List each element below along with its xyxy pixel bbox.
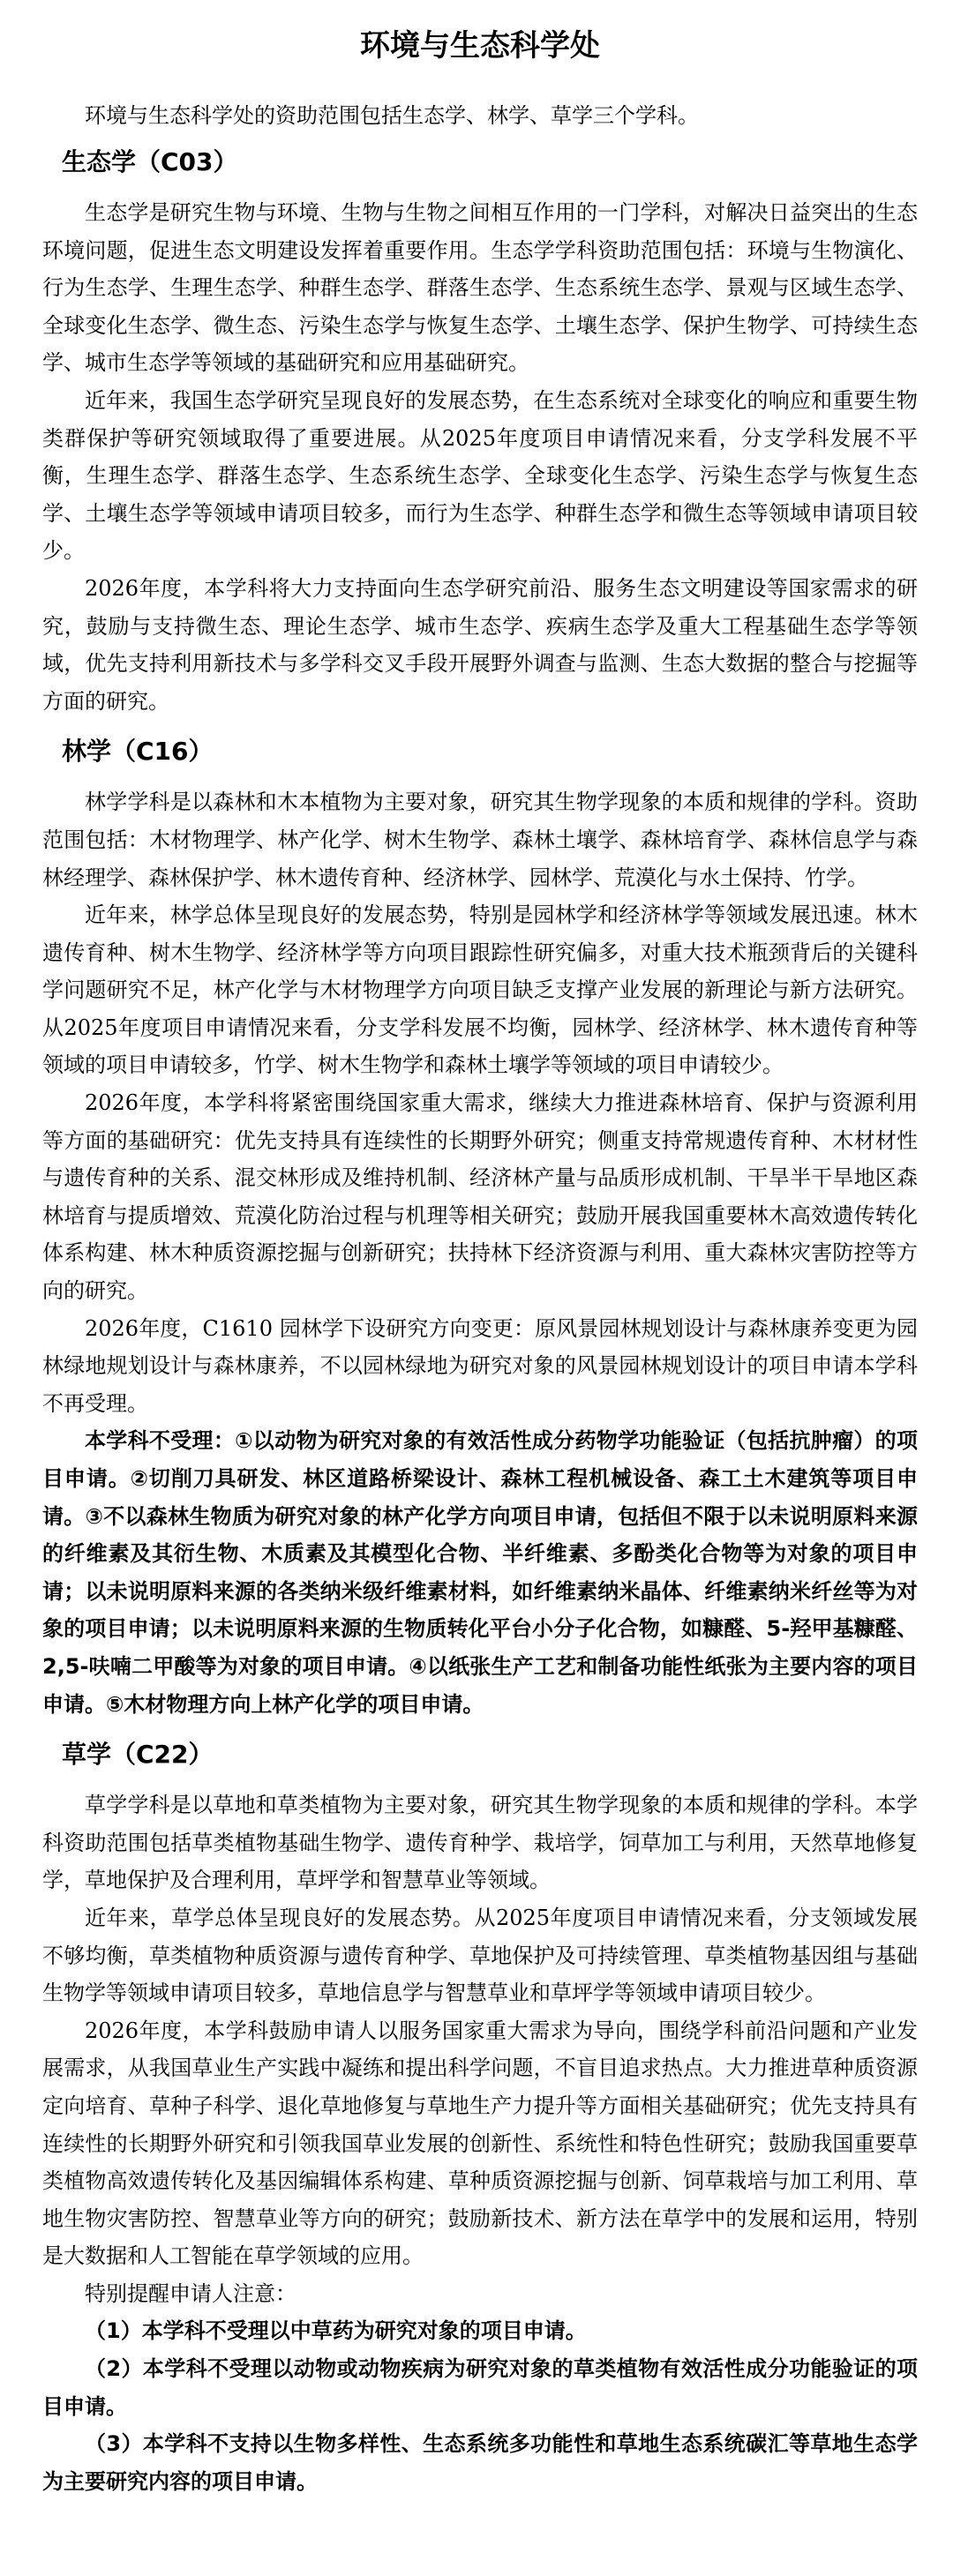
sections-container (42, 143, 918, 2500)
discipline-section (42, 732, 918, 1723)
body-paragraph: 近年来，林学总体呈现良好的发展态势，特别是园林学和经济林学等领域发展迅速。林木遗传育种、树木生物学、经济林学等方向项目跟踪性研究偏多，对重大技术瓶颈背后的关键科学问题研究不足，林产化学与木材物理学方向项目缺乏支撑产业发展的新理论与新方法研究。从2025年度项目申请情况来看，分支学科发展不均衡，园林学、经济林学、林木遗传育种等领域的项目申请较多，竹学、树木生物学和森林土壤学等领域的项目申请较少。 (42, 902, 918, 1078)
section-heading: 草学（C22） (62, 1740, 214, 1770)
body-paragraph: 2026年度，本学科鼓励申请人以服务国家重大需求为导向，围绕学科前沿问题和产业发展需求，从我国草业生产实践中凝练和提出科学问题，不盲目追求热点。大力推进草种质资源定向培育、草种子科学、退化草地修复与草地生产力提升等方面相关基础研究；优先支持具有连续性的长期野外研究和引领我国草业发展的创新性、系统性和特色性研究；鼓励我国重要草类植物高效遗传转化及基因编辑体系构建、草种质资源挖掘与创新、饲草栽培与加工利用、草地生物灾害防控、智慧草业等方向的研究；鼓励新技术、新方法在草学中的发展和运用，特别是大数据和人工智能在草学领域的应用。 (42, 2018, 918, 2269)
emphasis-paragraph: （1）本学科不受理以中草药为研究对象的项目申请。 (85, 2318, 587, 2344)
body-paragraph: 2026年度，本学科将紧密围绕国家重大需求，继续大力推进森林培育、保护与资源利用等方面的基础研究：优先支持具有连续性的长期野外研究；侧重支持常规遗传育种、木材材性与遗传育种的关系、混交林形成及维持机制、经济林产量与品质形成机制、干旱半干旱地区森林培育与提质增效、荒漠化防治过程与机理等相关研究；鼓励开展我国重要林木高效遗传转化体系构建、林木种质资源挖掘与创新研究；扶持林下经济资源与利用、重大森林灾害防控等方向的研究。 (42, 1090, 918, 1304)
page-title: 环境与生态科学处 (360, 28, 600, 64)
body-paragraph: 2026年度，C1610 园林学下设研究方向变更：原风景园林规划设计与森林康养变更为园林绿地规划设计与森林康养，不以园林绿地为研究对象的风景园林规划设计的项目申请本学科不再受理。 (42, 1315, 918, 1416)
body-paragraph: 林学学科是以森林和木本植物为主要对象，研究其生物学现象的本质和规律的学科。资助范围包括：木材物理学、林产化学、树木生物学、森林土壤学、森林培育学、森林信息学与森林经理学、森林保护学、林木遗传育种、经济林学、园林学、荒漠化与水土保持、竹学。 (42, 790, 918, 890)
section-heading: 生态学（C03） (62, 147, 238, 176)
emphasis-paragraph: 本学科不受理：①以动物为研究对象的有效活性成分药物学功能验证（包括抗肿瘤）的项目申请。②切削刀具研发、林区道路桥梁设计、森林工程机械设备、森工土木建筑等项目申请。③不以森林生物质为研究对象的林产化学方向项目申请，包括但不限于以未说明原料来源的纤维素及其衍生物、木质素及其模型化合物、半纤维素、多酚类化合物等为对象的项目申请；以未说明原料来源的各类纳米级纤维素材料，如纤维素纳米晶体、纤维素纳米纤丝等为对象的项目申请；以未说明原料来源的生物质转化平台小分子化合物，如糠醛、5-羟甲基糠醛、2,5-呋喃二甲酸等为对象的项目申请。④以纸张生产工艺和制备功能性纸张为主要内容的项目申请。⑤木材物理方向上林产化学的项目申请。 (42, 1428, 918, 1717)
body-paragraph: 特别提醒申请人注意： (85, 2280, 296, 2306)
emphasis-paragraph: （2）本学科不受理以动物或动物疾病为研究对象的草类植物有效活性成分功能验证的项目申请。 (42, 2356, 918, 2419)
body-paragraph: 草学学科是以草地和草类植物为主要对象，研究其生物学现象的本质和规律的学科。本学科资助范围包括草类植物基础生物学、遗传育种学、栽培学，饲草加工与利用，天然草地修复学，草地保护及合理利用，草坪学和智慧草业等领域。 (42, 1793, 918, 1893)
emphasis-paragraph: （3）本学科不支持以生物多样性、生态系统多功能性和草地生态系统碳汇等草地生态学为主要研究内容的项目申请。 (42, 2431, 918, 2494)
section-heading: 林学（C16） (62, 737, 214, 767)
discipline-section (42, 143, 918, 720)
body-paragraph: 生态学是研究生物与环境、生物与生物之间相互作用的一门学科，对解决日益突出的生态环境问题，促进生态文明建设发挥着重要作用。生态学学科资助范围包括：环境与生物演化、行为生态学、生理生态学、种群生态学、群落生态学、生态系统生态学、景观与区域生态学、全球变化生态学、微生态、污染生态学与恢复生态学、土壤生态学、保护生物学、可持续生态学、城市生态学等领域的基础研究和应用基础研究。 (42, 200, 918, 376)
discipline-section (42, 1735, 918, 2500)
body-paragraph: 近年来，草学总体呈现良好的发展态势。从2025年度项目申请情况来看，分支领域发展不够均衡，草类植物种质资源与遗传育种学、草地保护及可持续管理、草类植物基因组与基础生物学等领域申请项目较多，草地信息学与智慧草业和草坪学等领域申请项目较少。 (42, 1905, 918, 2006)
body-paragraph: 2026年度，本学科将大力支持面向生态学研究前沿、服务生态文明建设等国家需求的研究，鼓励与支持微生态、理论生态学、城市生态学、疾病生态学及重大工程基础生态学等领域，优先支持利用新技术与多学科交叉手段开展野外调查与监测、生态大数据的整合与挖掘等方面的研究。 (42, 575, 918, 714)
body-paragraph: 近年来，我国生态学研究呈现良好的发展态势，在生态系统对全球变化的响应和重要生物类群保护等研究领域取得了重要进展。从2025年度项目申请情况来看，分支学科发展不平衡，生理生态学、群落生态学、生态系统生态学、全球变化生态学、污染生态学与恢复生态学、土壤生态学等领域申请项目较多，而行为生态学、种群生态学和微生态等领域申请项目较少。 (42, 387, 918, 564)
intro-paragraph: 环境与生态科学处的资助范围包括生态学、林学、草学三个学科。 (85, 103, 699, 128)
